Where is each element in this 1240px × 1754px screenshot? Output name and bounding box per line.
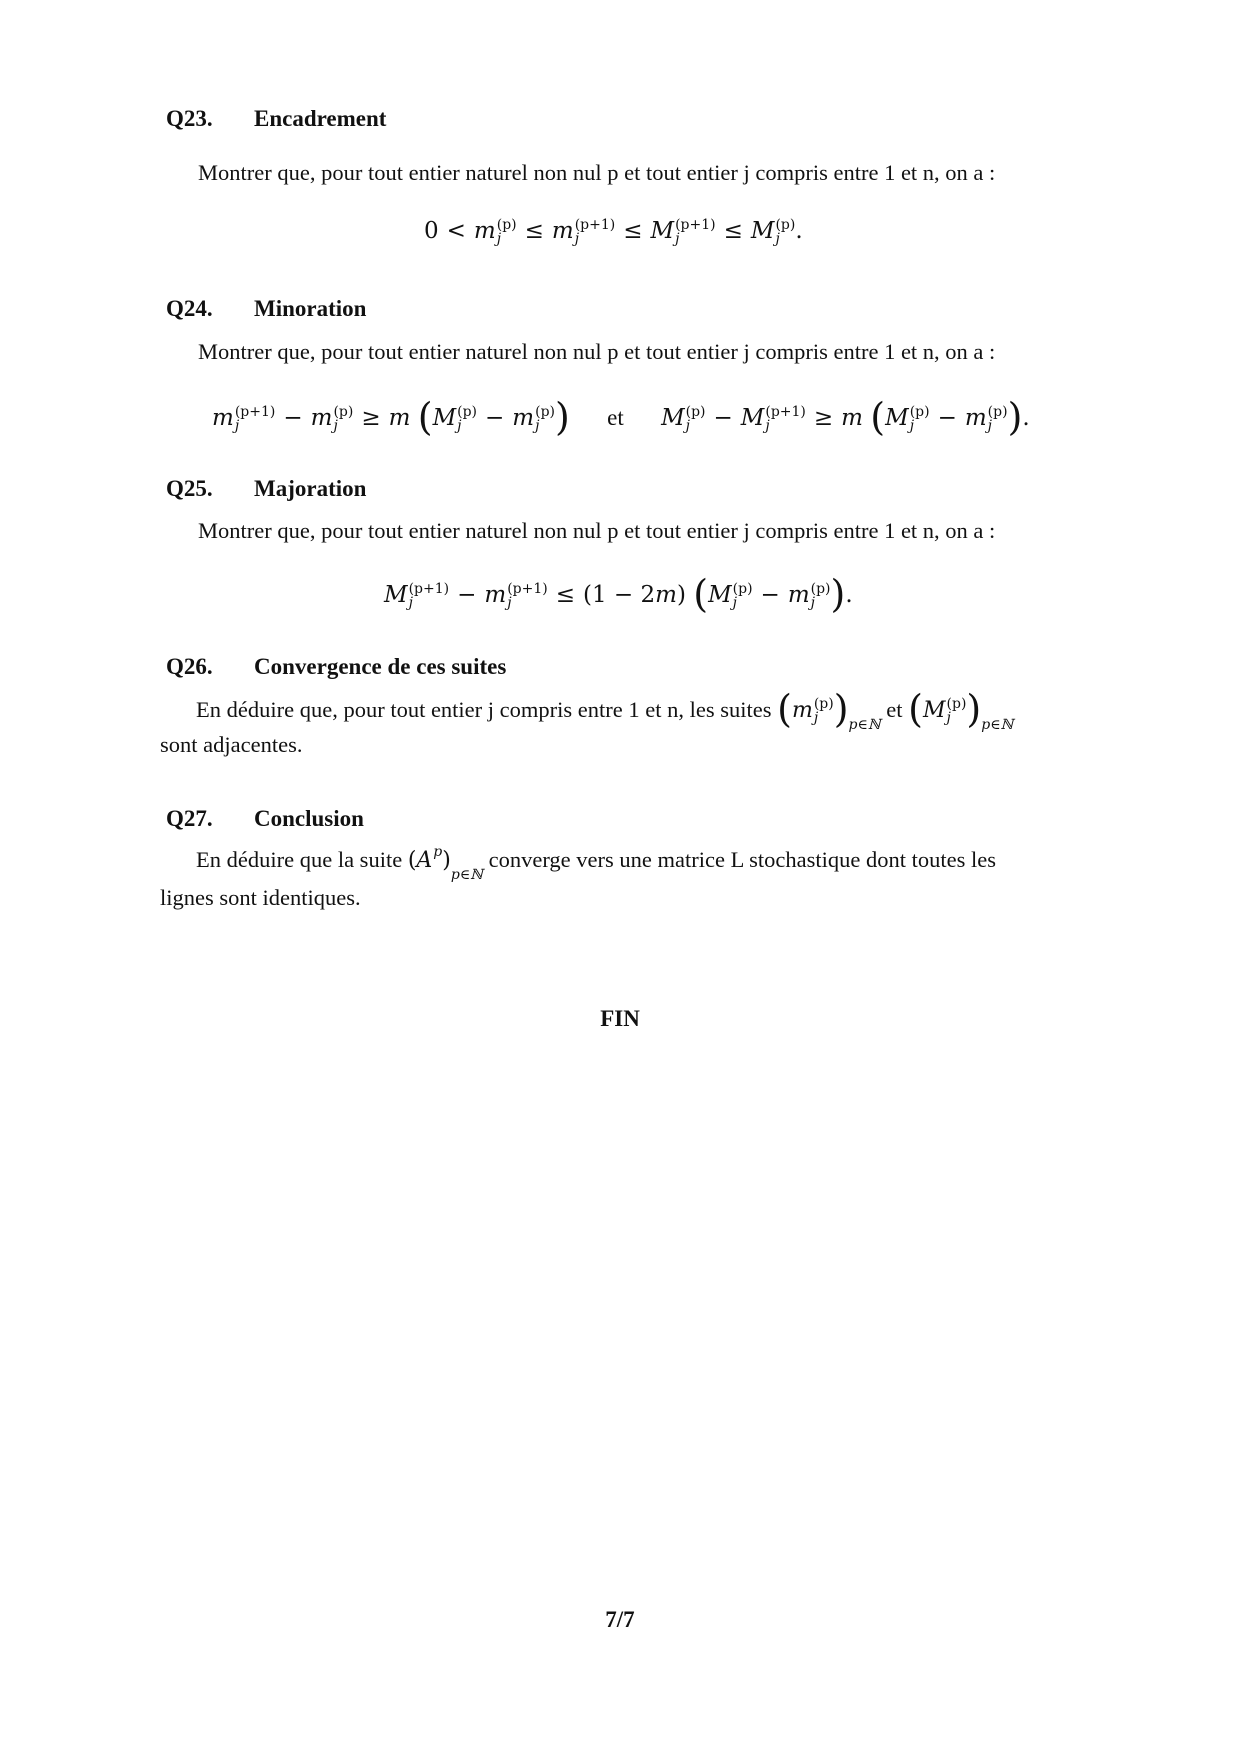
connector-et: et xyxy=(886,697,903,722)
statement-start: En déduire que, pour tout entier j compris entre 1 et n, les suites xyxy=(196,697,772,722)
question-statement-q24 xyxy=(166,333,1116,371)
question-statement-q23 xyxy=(166,154,1116,192)
question-title: Encadrement xyxy=(254,106,387,131)
question-statement-q27-end xyxy=(160,879,361,917)
formula-text: M (p+1) j − m (p+1) j ≤ (1 − 2m) (M (p) j − m (p) j ). xyxy=(384,572,853,616)
formula-q24 xyxy=(212,395,1030,439)
statement-text: Montrer que, pour tout entier naturel non nul p et tout entier j compris entre 1 et n, on a : xyxy=(198,160,996,185)
connector-et: et xyxy=(607,405,624,430)
statement-text: Montrer que, pour tout entier naturel non nul p et tout entier j compris entre 1 et n, on a : xyxy=(198,339,996,364)
question-heading-q26 xyxy=(166,654,506,680)
sequence-M: (M (p) j )$_{p\in ℕ}$ xyxy=(908,687,1014,733)
formula-q25 xyxy=(384,572,853,616)
statement-text: Montrer que, pour tout entier naturel non nul p et tout entier j compris entre 1 et n, on a : xyxy=(198,518,996,543)
statement-end: lignes sont identiques. xyxy=(160,885,361,910)
question-number: Q26. xyxy=(166,654,213,679)
question-heading-q23 xyxy=(166,106,386,132)
question-heading-q27 xyxy=(166,806,364,832)
question-statement-q26 xyxy=(196,687,1116,744)
question-statement-q26-end xyxy=(160,726,302,764)
question-title: Convergence de ces suites xyxy=(254,654,507,679)
question-number: Q27. xyxy=(166,806,213,831)
sequence-A: $(A^p)_{p\in ℕ}$ xyxy=(407,844,483,883)
question-title: Conclusion xyxy=(254,806,364,831)
question-heading-q24 xyxy=(166,296,366,322)
page-number: 7/7 xyxy=(605,1607,635,1632)
question-number: Q25. xyxy=(166,476,213,501)
statement-start: En déduire que la suite xyxy=(196,847,403,872)
sequence-m: (m (p) j )$_{p\in ℕ}$ xyxy=(777,687,881,733)
question-heading-q25 xyxy=(166,476,366,502)
question-number: Q24. xyxy=(166,296,213,321)
question-number: Q23. xyxy=(166,106,213,131)
question-title: Majoration xyxy=(254,476,367,501)
statement-end: sont adjacentes. xyxy=(160,732,303,757)
formula-right: M (p) j − M (p+1) j ≥ m (M (p) j − m (p) j ). xyxy=(661,395,1030,439)
formula-text: 0 < m (p) j ≤ m (p+1) j ≤ M (p+1) j ≤ M (p) j . xyxy=(424,217,803,247)
formula-q23 xyxy=(424,218,803,246)
question-title: Minoration xyxy=(254,296,367,321)
statement-mid: converge vers une matrice L stochastique dont toutes les xyxy=(488,847,996,872)
question-statement-q25 xyxy=(166,512,1116,550)
formula-left: m (p+1) j − m (p) j ≥ m (M (p) j − m (p) j ) xyxy=(212,395,570,439)
end-marker: FIN xyxy=(600,1006,640,1031)
